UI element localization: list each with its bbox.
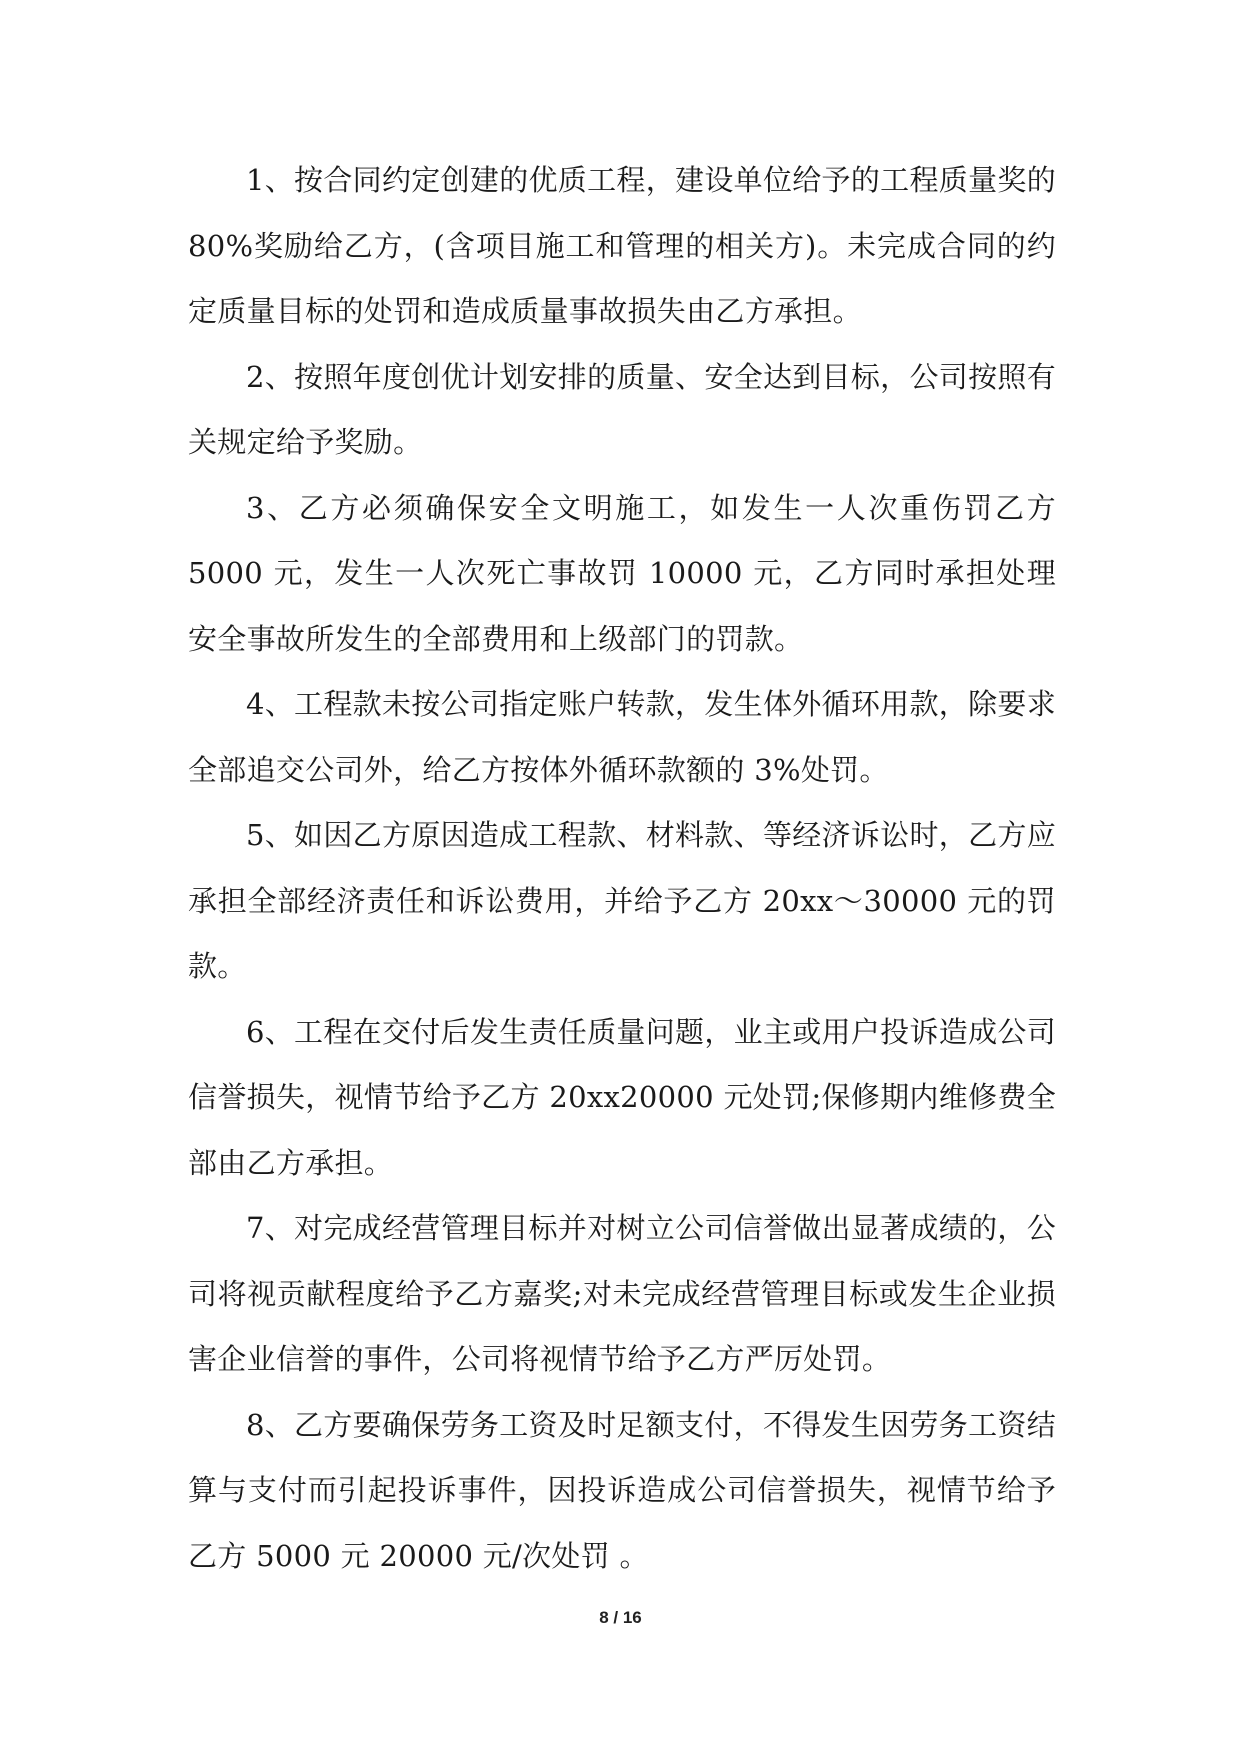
clause-paragraph-4: 4、工程款未按公司指定账户转款，发生体外循环用款，除要求全部追交公司外，给乙方按体外循环款额的 3%处罚。 [188,687,1056,787]
clause-paragraph-6: 6、工程在交付后发生责任质量问题，业主或用户投诉造成公司信誉损失，视情节给予乙方 20xx20000 元处罚;保修期内维修费全部由乙方承担。 [188,1014,1056,1180]
document-body [188,148,1056,1589]
page-number: 8 / 16 [599,1608,642,1627]
clause-paragraph-3: 3、乙方必须确保安全文明施工，如发生一人次重伤罚乙方 5000 元，发生一人次死亡事故罚 10000 元，乙方同时承担处理安全事故所发生的全部费用和上级部门的罚款。 [188,490,1056,656]
clause-paragraph-1: 1、按合同约定创建的优质工程，建设单位给予的工程质量奖的 80%奖励给乙方，(含项目施工和管理的相关方)。未完成合同的约定质量目标的处罚和造成质量事故损失由乙方承担。 [188,163,1056,328]
clause-paragraph-5: 5、如因乙方原因造成工程款、材料款、等经济诉讼时，乙方应承担全部经济责任和诉讼费用，并给予乙方 20xx～30000 元的罚款。 [188,818,1056,983]
clause-paragraph-2: 2、按照年度创优计划安排的质量、安全达到目标，公司按照有关规定给予奖励。 [188,359,1056,459]
clause-paragraph-8: 8、乙方要确保劳务工资及时足额支付，不得发生因劳务工资结算与支付而引起投诉事件，因投诉造成公司信誉损失，视情节给予乙方 5000 元 20000 元/次处罚 。 [188,1407,1056,1573]
clause-paragraph-7: 7、对完成经营管理目标并对树立公司信誉做出显著成绩的，公司将视贡献程度给予乙方嘉奖;对未完成经营管理目标或发生企业损害企业信誉的事件，公司将视情节给予乙方严厉处罚。 [188,1211,1056,1376]
